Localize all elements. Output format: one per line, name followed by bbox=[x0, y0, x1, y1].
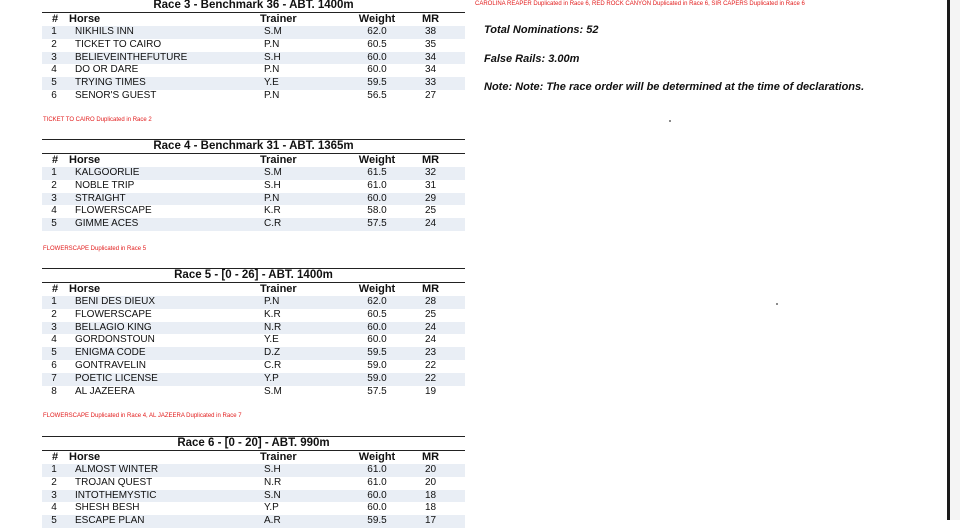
runner-trainer: P.N bbox=[264, 38, 280, 50]
runner-number: 8 bbox=[51, 385, 57, 397]
runner-mr: 32 bbox=[424, 167, 437, 178]
runner-row bbox=[42, 64, 465, 77]
runner-number: 1 bbox=[51, 167, 57, 178]
runner-trainer: Y.P bbox=[264, 372, 279, 384]
runner-weight: 60.0 bbox=[367, 51, 387, 63]
runner-weight: 61.0 bbox=[367, 476, 387, 488]
runner-weight: 60.0 bbox=[367, 489, 387, 501]
runner-horse: BELLAGIO KING bbox=[75, 321, 152, 333]
false-rails: False Rails: 3.00m bbox=[484, 53, 580, 65]
runner-mr: 35 bbox=[424, 38, 437, 50]
runner-horse: KALGOORLIE bbox=[75, 167, 140, 178]
runner-trainer: C.R bbox=[264, 218, 282, 230]
runner-number: 5 bbox=[51, 218, 57, 230]
runner-mr: 33 bbox=[424, 77, 437, 89]
runner-trainer: P.N bbox=[264, 192, 280, 204]
runner-mr: 22 bbox=[424, 372, 437, 384]
runner-number: 4 bbox=[51, 205, 57, 217]
runner-number: 4 bbox=[51, 64, 57, 76]
runner-trainer: S.N bbox=[264, 489, 281, 501]
runner-mr: 20 bbox=[424, 476, 437, 488]
column-header-number: # bbox=[51, 154, 59, 166]
runner-mr: 29 bbox=[424, 192, 437, 204]
runner-row bbox=[42, 373, 465, 386]
runner-row bbox=[42, 309, 465, 322]
runner-trainer: S.M bbox=[264, 26, 282, 37]
runner-mr: 25 bbox=[424, 205, 437, 217]
runner-mr: 31 bbox=[424, 179, 437, 191]
runner-horse: GONTRAVELIN bbox=[75, 359, 146, 371]
runner-trainer: K.R bbox=[264, 308, 281, 320]
runner-row bbox=[42, 477, 465, 490]
runner-weight: 57.5 bbox=[367, 218, 387, 230]
runner-row bbox=[42, 502, 465, 515]
column-header-horse: Horse bbox=[69, 13, 101, 25]
runner-weight: 61.0 bbox=[367, 179, 387, 191]
runner-horse: ESCAPE PLAN bbox=[75, 515, 145, 527]
runner-number: 3 bbox=[51, 192, 57, 204]
runner-row bbox=[42, 167, 465, 180]
runner-row bbox=[42, 205, 465, 218]
runner-mr: 18 bbox=[424, 502, 437, 514]
runner-mr: 34 bbox=[424, 51, 437, 63]
column-header-horse: Horse bbox=[69, 154, 101, 166]
runner-trainer: N.R bbox=[264, 321, 282, 333]
runner-number: 1 bbox=[51, 296, 57, 307]
race-6-table bbox=[42, 436, 465, 528]
runner-number: 7 bbox=[51, 372, 57, 384]
runner-row bbox=[42, 464, 465, 477]
runner-number: 3 bbox=[51, 51, 57, 63]
runner-mr: 23 bbox=[424, 347, 437, 359]
runner-trainer: P.N bbox=[264, 296, 280, 307]
runner-weight: 61.0 bbox=[367, 464, 387, 475]
race-title: Race 4 - Benchmark 31 - ABT. 1365m bbox=[42, 139, 465, 154]
runner-weight: 58.0 bbox=[367, 205, 387, 217]
column-header-mr: MR bbox=[421, 13, 440, 25]
runner-row bbox=[42, 180, 465, 193]
column-header-number: # bbox=[51, 451, 59, 463]
runner-horse: BENI DES DIEUX bbox=[75, 296, 156, 307]
column-header-trainer: Trainer bbox=[260, 451, 297, 463]
runner-horse: NIKHILS INN bbox=[75, 26, 134, 37]
column-header-horse: Horse bbox=[69, 451, 101, 463]
runner-weight: 62.0 bbox=[367, 26, 387, 37]
column-header-trainer: Trainer bbox=[260, 154, 297, 166]
race-title: Race 3 - Benchmark 36 - ABT. 1400m bbox=[42, 0, 465, 13]
race-title: Race 5 - [0 - 26] - ABT. 1400m bbox=[42, 268, 465, 283]
race-title: Race 6 - [0 - 20] - ABT. 990m bbox=[42, 436, 465, 451]
runner-number: 5 bbox=[51, 347, 57, 359]
runner-horse: GIMME ACES bbox=[75, 218, 139, 230]
runner-weight: 60.0 bbox=[367, 502, 387, 514]
column-header-mr: MR bbox=[421, 283, 440, 295]
runner-horse: DO OR DARE bbox=[75, 64, 139, 76]
runner-horse: ENIGMA CODE bbox=[75, 347, 146, 359]
race-4-duplicate-note: FLOWERSCAPE Duplicated in Race 5 bbox=[43, 246, 147, 252]
column-header-mr: MR bbox=[421, 154, 440, 166]
race-5-duplicate-note: FLOWERSCAPE Duplicated in Race 4, AL JAZEERA Duplicated in Race 7 bbox=[43, 413, 242, 419]
runner-horse: SHESH BESH bbox=[75, 502, 140, 514]
runner-horse: SENOR'S GUEST bbox=[75, 89, 157, 101]
runner-number: 2 bbox=[51, 308, 57, 320]
runner-trainer: C.R bbox=[264, 359, 282, 371]
runner-mr: 20 bbox=[424, 464, 437, 475]
runner-horse: TICKET TO CAIRO bbox=[75, 38, 162, 50]
total-nominations: Total Nominations: 52 bbox=[484, 24, 599, 36]
scan-speck bbox=[776, 303, 778, 305]
runner-weight: 60.0 bbox=[367, 192, 387, 204]
runner-trainer: Y.E bbox=[264, 77, 279, 89]
runner-row bbox=[42, 296, 465, 309]
runner-weight: 59.0 bbox=[367, 359, 387, 371]
column-header-row bbox=[42, 13, 465, 26]
runner-horse: TRYING TIMES bbox=[75, 77, 146, 89]
race-3-table bbox=[42, 0, 465, 103]
runner-row bbox=[42, 218, 465, 231]
race-4-table bbox=[42, 139, 465, 231]
runner-horse: NOBLE TRIP bbox=[75, 179, 135, 191]
runner-row bbox=[42, 90, 465, 103]
column-header-weight: Weight bbox=[358, 154, 396, 166]
scan-speck bbox=[669, 120, 671, 122]
runner-weight: 60.5 bbox=[367, 38, 387, 50]
runner-number: 1 bbox=[51, 464, 57, 475]
runner-mr: 38 bbox=[424, 26, 437, 37]
runner-row bbox=[42, 347, 465, 360]
column-header-row bbox=[42, 283, 465, 296]
runner-number: 6 bbox=[51, 359, 57, 371]
column-header-weight: Weight bbox=[358, 13, 396, 25]
runner-weight: 56.5 bbox=[367, 89, 387, 101]
runner-horse: FLOWERSCAPE bbox=[75, 205, 152, 217]
runner-number: 2 bbox=[51, 179, 57, 191]
runner-mr: 34 bbox=[424, 64, 437, 76]
runner-weight: 59.5 bbox=[367, 347, 387, 359]
runner-horse: STRAIGHT bbox=[75, 192, 126, 204]
runner-horse: AL JAZEERA bbox=[75, 385, 135, 397]
runner-mr: 19 bbox=[424, 385, 437, 397]
runner-weight: 57.5 bbox=[367, 385, 387, 397]
race-5-table bbox=[42, 268, 465, 398]
runner-mr: 24 bbox=[424, 321, 437, 333]
runner-mr: 18 bbox=[424, 489, 437, 501]
column-header-weight: Weight bbox=[358, 451, 396, 463]
runner-number: 4 bbox=[51, 502, 57, 514]
runner-trainer: S.H bbox=[264, 464, 281, 475]
runner-trainer: S.M bbox=[264, 385, 282, 397]
runner-number: 4 bbox=[51, 334, 57, 346]
runner-weight: 59.5 bbox=[367, 515, 387, 527]
runner-row bbox=[42, 193, 465, 206]
runner-row bbox=[42, 386, 465, 399]
runner-weight: 60.5 bbox=[367, 308, 387, 320]
runner-mr: 24 bbox=[424, 218, 437, 230]
column-header-horse: Horse bbox=[69, 283, 101, 295]
column-header-trainer: Trainer bbox=[260, 283, 297, 295]
runner-weight: 60.0 bbox=[367, 64, 387, 76]
runner-trainer: S.H bbox=[264, 51, 281, 63]
runner-horse: POETIC LICENSE bbox=[75, 372, 158, 384]
runner-number: 3 bbox=[51, 489, 57, 501]
runner-number: 5 bbox=[51, 515, 57, 527]
runner-trainer: N.R bbox=[264, 476, 282, 488]
runner-mr: 25 bbox=[424, 308, 437, 320]
runner-trainer: P.N bbox=[264, 64, 280, 76]
runner-row bbox=[42, 39, 465, 52]
runner-mr: 28 bbox=[424, 296, 437, 307]
runner-row bbox=[42, 334, 465, 347]
runner-mr: 17 bbox=[424, 515, 437, 527]
column-header-weight: Weight bbox=[358, 283, 396, 295]
runner-trainer: Y.P bbox=[264, 502, 279, 514]
runner-weight: 61.5 bbox=[367, 167, 387, 178]
runner-number: 6 bbox=[51, 89, 57, 101]
runner-number: 2 bbox=[51, 38, 57, 50]
runner-horse: TROJAN QUEST bbox=[75, 476, 153, 488]
runner-weight: 59.5 bbox=[367, 77, 387, 89]
runner-number: 5 bbox=[51, 77, 57, 89]
runner-horse: GORDONSTOUN bbox=[75, 334, 155, 346]
runner-trainer: A.R bbox=[264, 515, 281, 527]
runner-horse: FLOWERSCAPE bbox=[75, 308, 152, 320]
runner-weight: 59.0 bbox=[367, 372, 387, 384]
runner-number: 1 bbox=[51, 26, 57, 37]
race-3-duplicate-note: TICKET TO CAIRO Duplicated in Race 2 bbox=[43, 117, 152, 123]
runner-trainer: P.N bbox=[264, 89, 280, 101]
runner-weight: 60.0 bbox=[367, 321, 387, 333]
runner-row bbox=[42, 26, 465, 39]
duplicate-note-race-6: CAROLINA REAPER Duplicated in Race 6, RED ROCK CANYON Duplicated in Race 6, SIR CAPERS Duplicated in Race 6 bbox=[475, 1, 805, 7]
runner-number: 3 bbox=[51, 321, 57, 333]
page-shadow bbox=[950, 0, 960, 520]
runner-trainer: S.M bbox=[264, 167, 282, 178]
column-header-row bbox=[42, 451, 465, 464]
column-header-number: # bbox=[51, 13, 59, 25]
runner-row bbox=[42, 515, 465, 528]
runner-weight: 62.0 bbox=[367, 296, 387, 307]
column-header-trainer: Trainer bbox=[260, 13, 297, 25]
runner-row bbox=[42, 360, 465, 373]
runner-trainer: K.R bbox=[264, 205, 281, 217]
runner-weight: 60.0 bbox=[367, 334, 387, 346]
column-header-row bbox=[42, 154, 465, 167]
runner-trainer: Y.E bbox=[264, 334, 279, 346]
runner-row bbox=[42, 77, 465, 90]
runner-horse: ALMOST WINTER bbox=[75, 464, 159, 475]
runner-horse: INTOTHEMYSTIC bbox=[75, 489, 157, 501]
column-header-mr: MR bbox=[421, 451, 440, 463]
runner-trainer: S.H bbox=[264, 179, 281, 191]
runner-trainer: D.Z bbox=[264, 347, 281, 359]
runner-number: 2 bbox=[51, 476, 57, 488]
runner-row bbox=[42, 490, 465, 503]
runner-mr: 24 bbox=[424, 334, 437, 346]
runner-horse: BELIEVEINTHEFUTURE bbox=[75, 51, 188, 63]
runner-mr: 27 bbox=[424, 89, 437, 101]
runner-mr: 22 bbox=[424, 359, 437, 371]
runner-row bbox=[42, 322, 465, 335]
column-header-number: # bbox=[51, 283, 59, 295]
runner-row bbox=[42, 52, 465, 65]
race-order-note: Note: Note: The race order will be determined at the time of declarations. bbox=[484, 81, 865, 93]
